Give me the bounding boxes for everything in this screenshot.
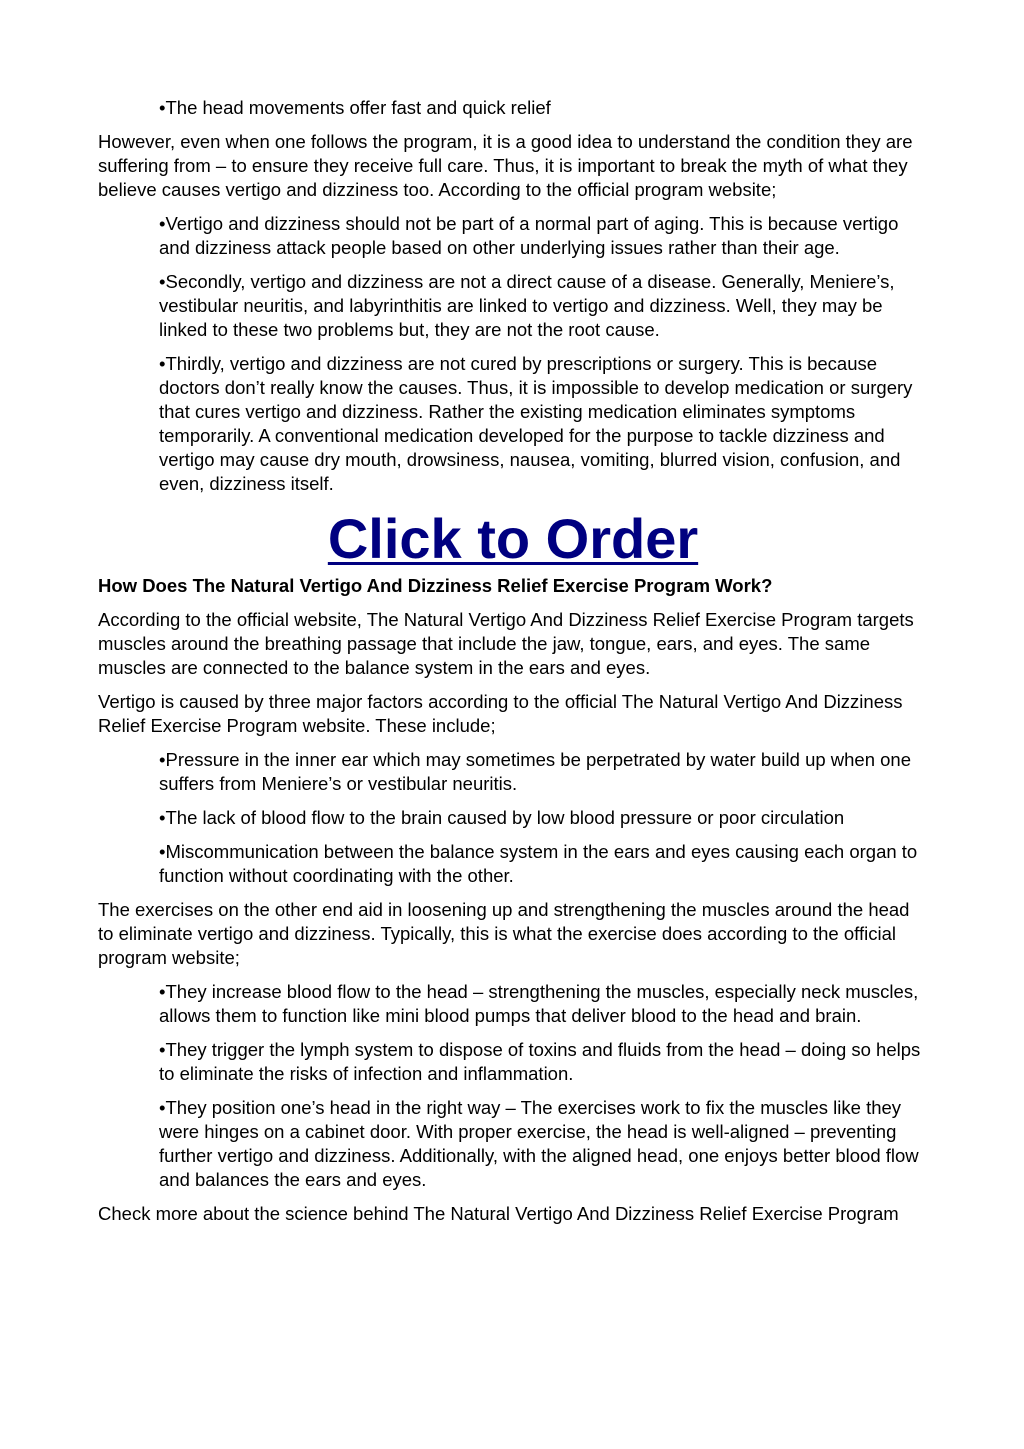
paragraph-intro: However, even when one follows the program, it is a good idea to understand the condition they are suffering from – to ensure they receive full care. Thus, it is important to break the myth of what they believe causes vertigo and dizziness too. According to the official program website; — [98, 131, 913, 200]
bullet-item: •They increase blood flow to the head – strengthening the muscles, especially neck muscles, allows them to function like mini blood pumps that deliver blood to the head and brain. — [159, 981, 919, 1026]
section-heading: How Does The Natural Vertigo And Dizziness Relief Exercise Program Work? — [98, 575, 773, 596]
bullet-item: •They trigger the lymph system to dispose of toxins and fluids from the head – doing so helps to eliminate the risks of infection and inflammation. — [159, 1039, 921, 1084]
paragraph-how-it-works: According to the official website, The Natural Vertigo And Dizziness Relief Exercise Program targets muscles around the breathing passage that include the jaw, tongue, ears, and eyes. The same muscles are connected to the balance system in the ears and eyes. — [98, 609, 914, 678]
bullet-item: •They position one’s head in the right way – The exercises work to fix the muscles like they were hinges on a cabinet door. With proper exercise, the head is well-aligned – preventing further vertigo and dizziness. Additionally, with the aligned head, one enjoys better blood flow and balances the ears and eyes. — [159, 1097, 919, 1190]
bullet-item: •The head movements offer fast and quick relief — [159, 97, 551, 118]
paragraph-causes: Vertigo is caused by three major factors according to the official The Natural Vertigo And Dizziness Relief Exercise Program website. These include; — [98, 691, 903, 736]
bullet-item: •Pressure in the inner ear which may sometimes be perpetrated by water build up when one suffers from Meniere’s or vestibular neuritis. — [159, 749, 912, 794]
bullet-item: •Vertigo and dizziness should not be part of a normal part of aging. This is because vertigo and dizziness attack people based on other underlying issues rather than their age. — [159, 213, 899, 258]
bullet-item: •Thirdly, vertigo and dizziness are not cured by prescriptions or surgery. This is because doctors don’t really know the causes. Thus, it is impossible to develop medication or surgery that cures vertigo and dizziness. Rather the existing medication eliminates symptoms temporarily. A conventional medication developed for the purpose to tackle dizziness and vertigo may cause dry mouth, drowsiness, nausea, vomiting, blurred vision, confusion, and even, dizziness itself. — [159, 353, 913, 494]
bullet-item: •Miscommunication between the balance system in the ears and eyes causing each organ to function without coordinating with the other. — [159, 841, 918, 886]
paragraph-check-more: Check more about the science behind The Natural Vertigo And Dizziness Relief Exercise Program — [98, 1203, 899, 1224]
cta-container — [98, 506, 928, 572]
bullet-item: •Secondly, vertigo and dizziness are not a direct cause of a disease. Generally, Meniere’s, vestibular neuritis, and labyrinthitis are linked to vertigo and dizziness. Well, they may be linked to these two problems but, they are not the root cause. — [159, 271, 895, 340]
bullet-item: •The lack of blood flow to the brain caused by low blood pressure or poor circulation — [159, 807, 845, 828]
document-page — [98, 96, 928, 1236]
paragraph-exercises: The exercises on the other end aid in loosening up and strengthening the muscles around the head to eliminate vertigo and dizziness. Typically, this is what the exercise does according to the official program website; — [98, 899, 910, 968]
click-to-order-link[interactable]: Click to Order — [327, 507, 699, 570]
